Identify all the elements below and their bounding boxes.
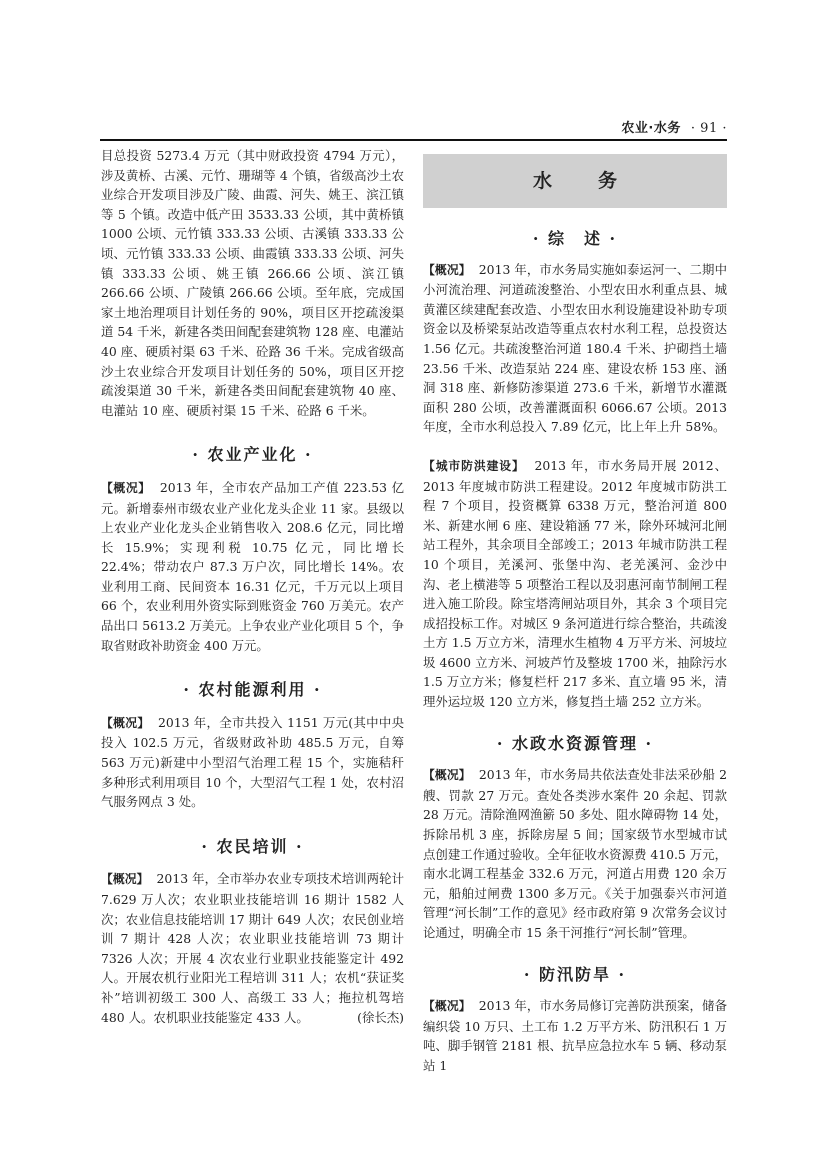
section-paragraph bbox=[423, 996, 727, 1075]
section-title-farmer-training: · 农民培训 · bbox=[201, 836, 304, 856]
paragraph-body: 2013 年，全市举办农业专项技术培训两轮计 7.629 万人次；农业职业技能培训 16 期计 1582 人次；农业信息技能培训 17 期计 649 人次；农民创业培训 7 期计 428 人次；农业职业技能培训 73 期计 7326 人次；开展 4 次农业行业职业技能鉴定计 492 人。开展农机行业阳光工程培训 311 人；农机“获证奖补”培训初级工 300 人、高级工 33 人；拖拉机驾培 480 人。农机职业技能鉴定 433 人。 bbox=[101, 871, 404, 1025]
paragraph-body: 2013 年，全市共投入 1151 万元(其中中央投入 102.5 万元，省级财政补助 485.5 万元，自筹 563 万元)新建中小型沼气治理工程 15 个，实施秸秆多种形式利用项目 10 个，大型沼气工程 1 处，农村沼气服务网点 3 处。 bbox=[101, 714, 404, 810]
paragraph-tag: 【城市防洪建设】 bbox=[423, 458, 525, 473]
paragraph-body: 2013 年，市水务局实施如泰运河一、二期中小河流治理、河道疏浚整治、小型农田水利重点县、城黄灌区续建配套改造、小型农田水利设施建设补助专项资金以及桥梁泵站改造等重点农村水利工程，总投资达 1.56 亿元。共疏浚整治河道 180.4 千米、护砌挡土墙 23.56 千米、改造泵站 224 座、建设农桥 153 座、涵洞 318 座、新修防渗渠道 273.6 千米，新增节水灌溉面积 280 公顷，改善灌溉面积 6066.67 公顷。2013 年度，全市水利总投入 7.89 亿元，比上年上升 58%。 bbox=[423, 261, 727, 435]
section-title-water-admin: · 水政水资源管理 · bbox=[496, 733, 654, 753]
paragraph-tag: 【概况】 bbox=[101, 872, 149, 887]
intro-paragraph: 目总投资 5273.4 万元（其中财政投资 4794 万元），涉及黄桥、古溪、元竹、珊瑚等 4 个镇，省级高沙土农业综合开发项目涉及广陵、曲霞、河失、姚王、滨江镇等 5 个镇。改造中低产田 3533.33 公顷，其中黄桥镇 1000 公顷、元竹镇 333.33 公顷、古溪镇 333.33 公顷、元竹镇 333.33 公顷、曲霞镇 333.33 公顷、河失镇 333.33 公顷、姚王镇 266.66 公顷、滨江镇 266.66 公顷、广陵镇 266.66 公顷。至年底，完成国家土地治理项目计划任务的 90%，项目区开挖疏浚渠道 54 千米，新建各类田间配套建筑物 128 座、电灌站 40 座、硬质衬渠 63 千米、砼路 36 千米。完成省级高沙土农业综合开发项目计划任务的 50%，项目区开挖疏浚渠道 30 千米，新建各类田间配套建筑物 40 座、电灌站 10 座、硬质衬渠 15 千米、砼路 6 千米。 bbox=[101, 148, 404, 418]
header-rule bbox=[100, 139, 727, 141]
chapter-title-char: 水 bbox=[532, 170, 552, 192]
section-title-rural-energy: · 农村能源利用 · bbox=[183, 680, 322, 700]
section-paragraph bbox=[423, 765, 727, 942]
section-title-overview: · 综 述 · bbox=[532, 229, 618, 248]
paragraph-body: 2013 年，市水务局共依法查处非法采砂船 2 艘、罚款 27 万元。查处各类涉水案件 20 余起、罚款 28 万元。清除渔网渔簖 50 多处、阻水障碍物 14 处，拆除吊机 3 座，拆除房屋 5 间；国家级节水型城市试点创建工作通过验收。全年征收水资源费 410.5 万元，南水北调工程基金 332.6 万元，河道占用费 120 余万元，船舶过闸费 1300 多万元。《关于加强泰兴市河道管理“河长制”工作的意见》经市政府第 9 次常务会议讨论通过，明确全市 15 条干河推行“河长制”管理。 bbox=[423, 767, 727, 940]
paragraph-tag: 【概况】 bbox=[101, 715, 150, 730]
section-paragraph bbox=[101, 869, 404, 1027]
running-head-section: 农业·水务 bbox=[621, 121, 681, 136]
section-paragraph bbox=[423, 456, 727, 712]
paragraph-body: 2013 年，市水务局修订完善防洪预案，储备编织袋 10 万只、土工布 1.2 万平方米、防汛积石 1 万吨、脚手钢管 2181 根、抗旱应急拉水车 5 辆、移动泵站 1 bbox=[423, 998, 727, 1073]
section-title-agri-industrialization: · 农业产业化 · bbox=[192, 445, 313, 465]
chapter-title-char: 务 bbox=[598, 170, 618, 192]
right-column bbox=[423, 146, 727, 1076]
chapter-title bbox=[423, 154, 727, 208]
section-paragraph bbox=[423, 260, 727, 437]
section-paragraph bbox=[101, 478, 404, 655]
section-title-flood-drought: · 防汛防旱 · bbox=[523, 964, 627, 984]
page-number: · 91 · bbox=[690, 121, 727, 136]
author-credit: (徐长杰) bbox=[357, 1009, 404, 1025]
paragraph-tag: 【概况】 bbox=[423, 768, 471, 783]
paragraph-tag: 【概况】 bbox=[423, 262, 471, 277]
left-column bbox=[101, 146, 404, 1027]
section-paragraph bbox=[101, 713, 404, 812]
paragraph-tag: 【概况】 bbox=[101, 480, 151, 495]
paragraph-tag: 【概况】 bbox=[423, 999, 471, 1014]
paragraph-body: 2013 年，市水务局开展 2012、2013 年度城市防洪工程建设。2012 年度城市防洪工程 7 个项目，投资概算 6338 万元，整治河道 800 米、新建水闸 6 座、建设箱涵 77 米，除外环城河北闸站工程外，其余项目全部竣工；2013 年城市防洪工程 10 个项目，羌溪河、张堡中沟、老羌溪河、金沙中沟、老上横港等 5 项整治工程以及羽惠河南节制闸工程进入施工阶段。除宝塔湾闸站项目外，其余 3 个项目完成招投标工作。对城区 9 条河道进行综合整治，共疏浚土方 1.5 万立方米，清理水生植物 4 万平方米、河坡垃圾 4600 立方米、河坡芦竹及整坡 1700 米，抽除污水 1.5 万立方米；修复栏杆 217 多米、直立墙 95 米，清理外运垃圾 120 立方米，修复挡土墙 252 立方米。 bbox=[423, 457, 727, 710]
paragraph-body: 2013 年，全市农产品加工产值 223.53 亿元。新增泰州市级农业产业化龙头企业 11 家。县级以上农业产业化龙头企业销售收入 208.6 亿元，同比增长 15.9%；实现利税 10.75 亿元，同比增长 22.4%；带动农户 87.3 万户次，同比增长 14%。农业利用工商、民间资本 16.31 亿元，千万元以上项目 66 个，农业利用外资实际到账资金 760 万美元。农产品出口 5613.2 万美元。上争农业产业化项目 5 个，争取省财政补助资金 400 万元。 bbox=[101, 479, 404, 653]
running-head bbox=[100, 117, 727, 136]
